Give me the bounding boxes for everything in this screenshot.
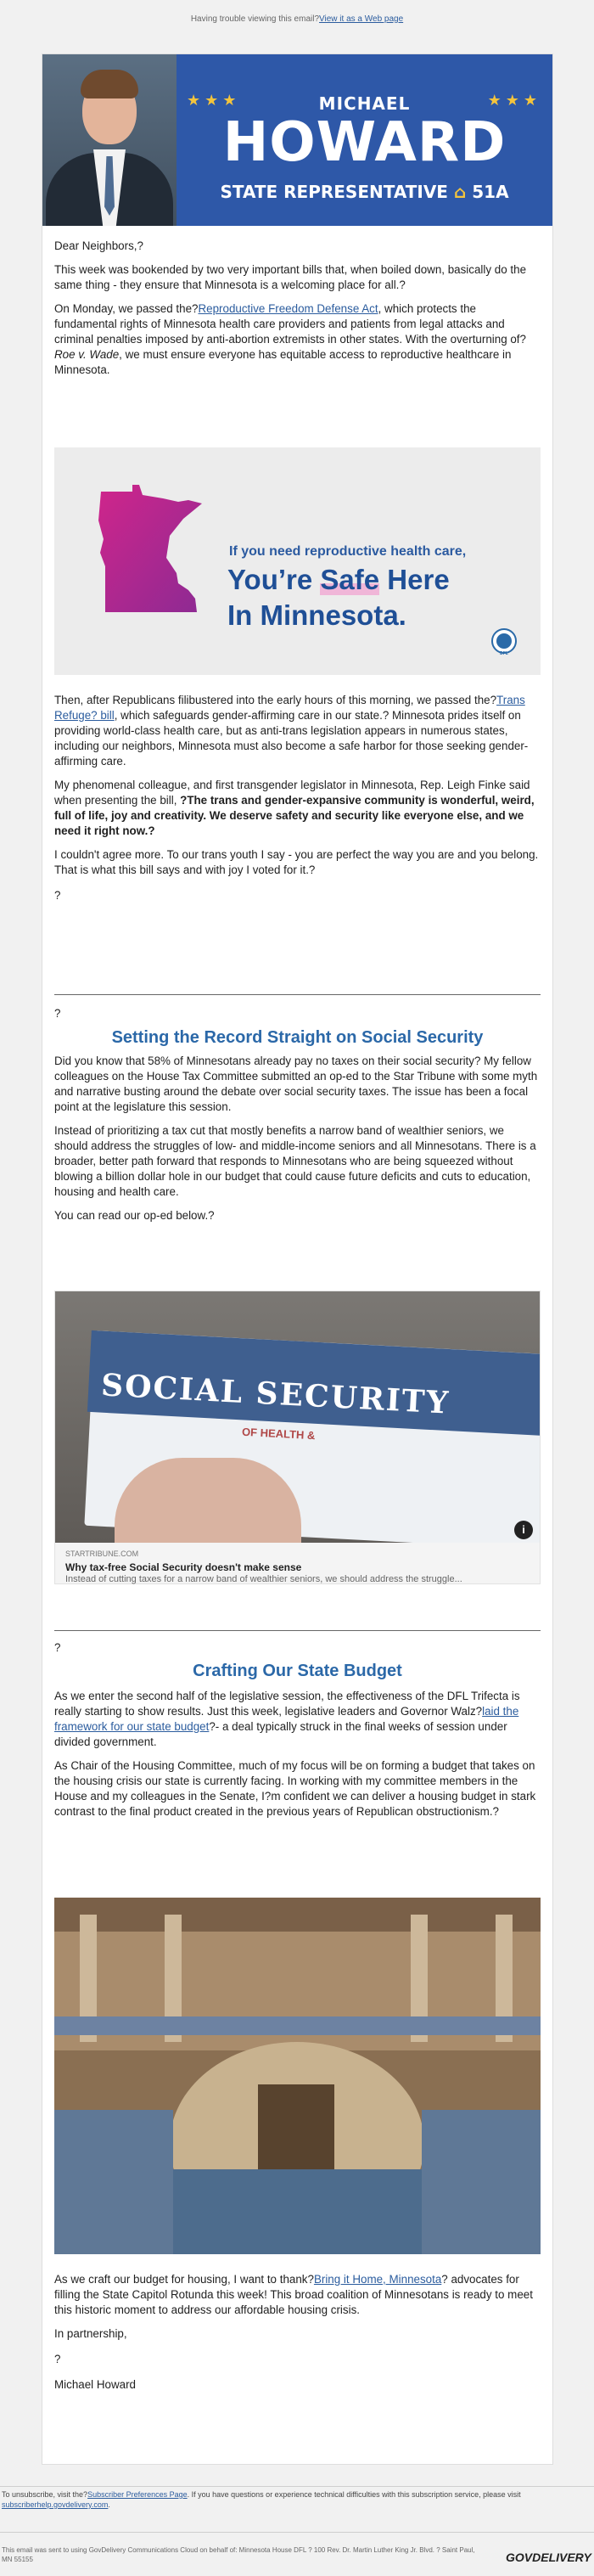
graphic-line-3: In Minnesota. [227,599,406,631]
greeting: Dear Neighbors,? [54,239,143,252]
card-image-text: SOCIAL SECURITY [100,1367,451,1421]
spacer-mark-2: ? [54,1007,61,1020]
capitol-icon: ⌂ [453,182,467,202]
safe-here-graphic [54,447,541,675]
trans-paragraph-2: My phenomenal colleague, and first transgender legislator in Minnesota, Rep. Leigh Finke said when presenting the bill, ?The trans and gender-expansive community is wonderful, weird, full of life, joy and creativity. We deserve safety and security like everyone else, and we need it right now.? [54,779,535,837]
social-security-heading: Setting the Record Straight on Social Security [111,1028,484,1047]
title-line [177,182,552,202]
closing-line: In partnership, [54,2327,127,2340]
trans-refuge-section [42,693,552,903]
email-body [42,53,553,2465]
representative-photo [42,54,177,226]
card-image-subtext: OF HEALTH & [241,1425,316,1443]
trans-refuge-link[interactable]: Trans Refuge? bill [54,694,525,722]
budget-heading: Crafting Our State Budget [193,1662,402,1680]
spacer-mark-4: ? [54,2353,61,2365]
preheader-text: Having trouble viewing this email? [190,14,320,24]
dfl-seal-label: DFL [500,651,508,656]
web-version-link[interactable]: View it as a Web page [319,14,404,24]
reproductive-freedom-link[interactable]: Reproductive Freedom Defense Act [198,302,378,315]
trans-paragraph-1: Then, after Republicans filibustered into the early hours of this morning, we passed the?Trans Refuge? bill, which safeguards gender-affirming care in our state.? Minnesota prides itself on providing world-class health care, but as anti-trans legislation appears in numerous states, including our neighbors, Minnesota must also become a safe harbor for those seeking gender-affirming care. [54,694,529,768]
capitol-rotunda-photo [54,1898,541,2254]
social-security-card-image [55,1291,540,1543]
banner-name-block [177,54,552,226]
footer-divider-1 [0,2486,594,2487]
govdelivery-logo: GOVDELIVERY [506,2551,591,2564]
first-name: MICHAEL [318,93,411,114]
district-text: 51A [472,182,509,202]
card-description: Instead of cutting taxes for a narrow band of wealthier seniors, we should address the struggle... [65,1574,462,1584]
social-paragraph-3: You can read our op-ed below.? [54,1209,215,1222]
budget-section [42,1663,552,1820]
budget-paragraph-2: As Chair of the Housing Committee, much of my focus will be on forming a budget that takes on the housing crisis our state is currently facing. In working with my committee members in the House and my colleagues in the Senate, I?m confident we can deliver a housing budget in stark contrast to the final product created in the previous years of Republican obstructionism.? [54,1759,536,1818]
graphic-line-1: If you need reproductive health care, [229,544,467,559]
minnesota-state-icon [54,447,541,675]
rotunda-scene [54,1898,541,2254]
stars-decoration: ★★★ [187,92,241,109]
footer-divider-2 [0,2532,594,2533]
budget-framework-link[interactable]: laid the framework for our state budget [54,1705,519,1733]
bring-it-home-link[interactable]: Bring it Home, Minnesota [313,2273,442,2286]
budget-paragraph-3: As we craft our budget for housing, I want to thank?Bring it Home, Minnesota? advocates for filling the State Capitol Rotunda this week! This broad coalition of Minnesotans is ready to meet this historic moment to address our affordable housing crisis. [54,2273,533,2316]
intro-paragraph-2: On Monday, we passed the?Reproductive Freedom Defense Act, which protects the fundamental rights of Minnesota health care providers and patients from legal attacks and criminal penalties imposed by anti-abortion extremists in other states. With the overturning of?Roe v. Wade, we must ensure everyone has equitable access to reproductive healthcare in Minnesota. [54,302,526,376]
last-name: HOWARD [222,111,507,174]
spacer-mark: ? [54,889,61,902]
subscriber-preferences-link[interactable]: Subscriber Preferences Page [87,2490,188,2499]
preheader [0,0,594,37]
spacer-mark-3: ? [54,1641,61,1654]
social-security-section [42,1006,552,1223]
section-divider-1 [54,994,541,995]
section-divider-2 [54,1630,541,1631]
spacer-block [42,1640,552,1656]
graphic-line-2: You’re Safe Here [227,564,450,595]
unsubscribe-text: To unsubscribe, visit the?Subscriber Preferences Page. If you have questions or experience technical difficulties with this subscription service, please visit subscriberhelp.govdelivery.com. [2,2490,521,2509]
trans-paragraph-3: I couldn't agree more. To our trans youth I say - you are perfect the way you are and you belong. That is what this bill says and with joy I voted for it.? [54,848,539,876]
title-text: STATE REPRESENTATIVE [220,182,448,202]
budget-paragraph-1: As we enter the second half of the legislative session, the effectiveness of the DFL Trifecta is really starting to show results. Just this week, legislative leaders and Governor Walz?laid the framework for our state budget?- a deal typically struck in the final weeks of session under divided government. [54,1690,520,1748]
social-paragraph-1: Did you know that 58% of Minnesotans already pay no taxes on their social security? My fellow colleagues on the House Tax Committee submitted an op-ed to the Star Tribune with some myth and narrative busting around the debate over social security taxes. The issue has been a focal point at the legislature this session. [54,1055,538,1113]
signature: Michael Howard [54,2378,137,2391]
sent-by-text: This email was sent to using GovDelivery Communications Cloud on behalf of: Minnesota House DFL ? 100 Rev. Dr. Martin Luther King Jr. Blvd. ? Saint Paul, MN 55155 [2,2546,475,2563]
closing-section [42,2272,552,2393]
subscriber-help-link[interactable]: subscriberhelp.govdelivery.com [2,2500,109,2509]
card-source: STARTRIBUNE.COM [65,1550,139,1558]
info-icon[interactable]: i [514,1521,533,1539]
article-card[interactable] [54,1291,541,1584]
card-title[interactable]: Why tax-free Social Security doesn't make sense [65,1561,302,1573]
intro-paragraph-1: This week was bookended by two very important bills that, when boiled down, basically do the same thing - they ensure that Minnesota is a welcoming place for all.? [54,263,527,291]
header-banner [42,54,552,226]
social-paragraph-2: Instead of prioritizing a tax cut that mostly benefits a narrow band of wealthier seniors, we should address the struggles of low- and middle-income seniors and all Minnesotans. There is a broader, better path forward that responds to Minnesotans who are being squeezed without blowing a billion dollar hole in our budget that could cause future deficits and cuts to education, housing and health care. [54,1124,536,1198]
stars-decoration-right: ★★★ [487,92,541,109]
intro-section [42,239,552,378]
thumb-shape [115,1458,301,1543]
